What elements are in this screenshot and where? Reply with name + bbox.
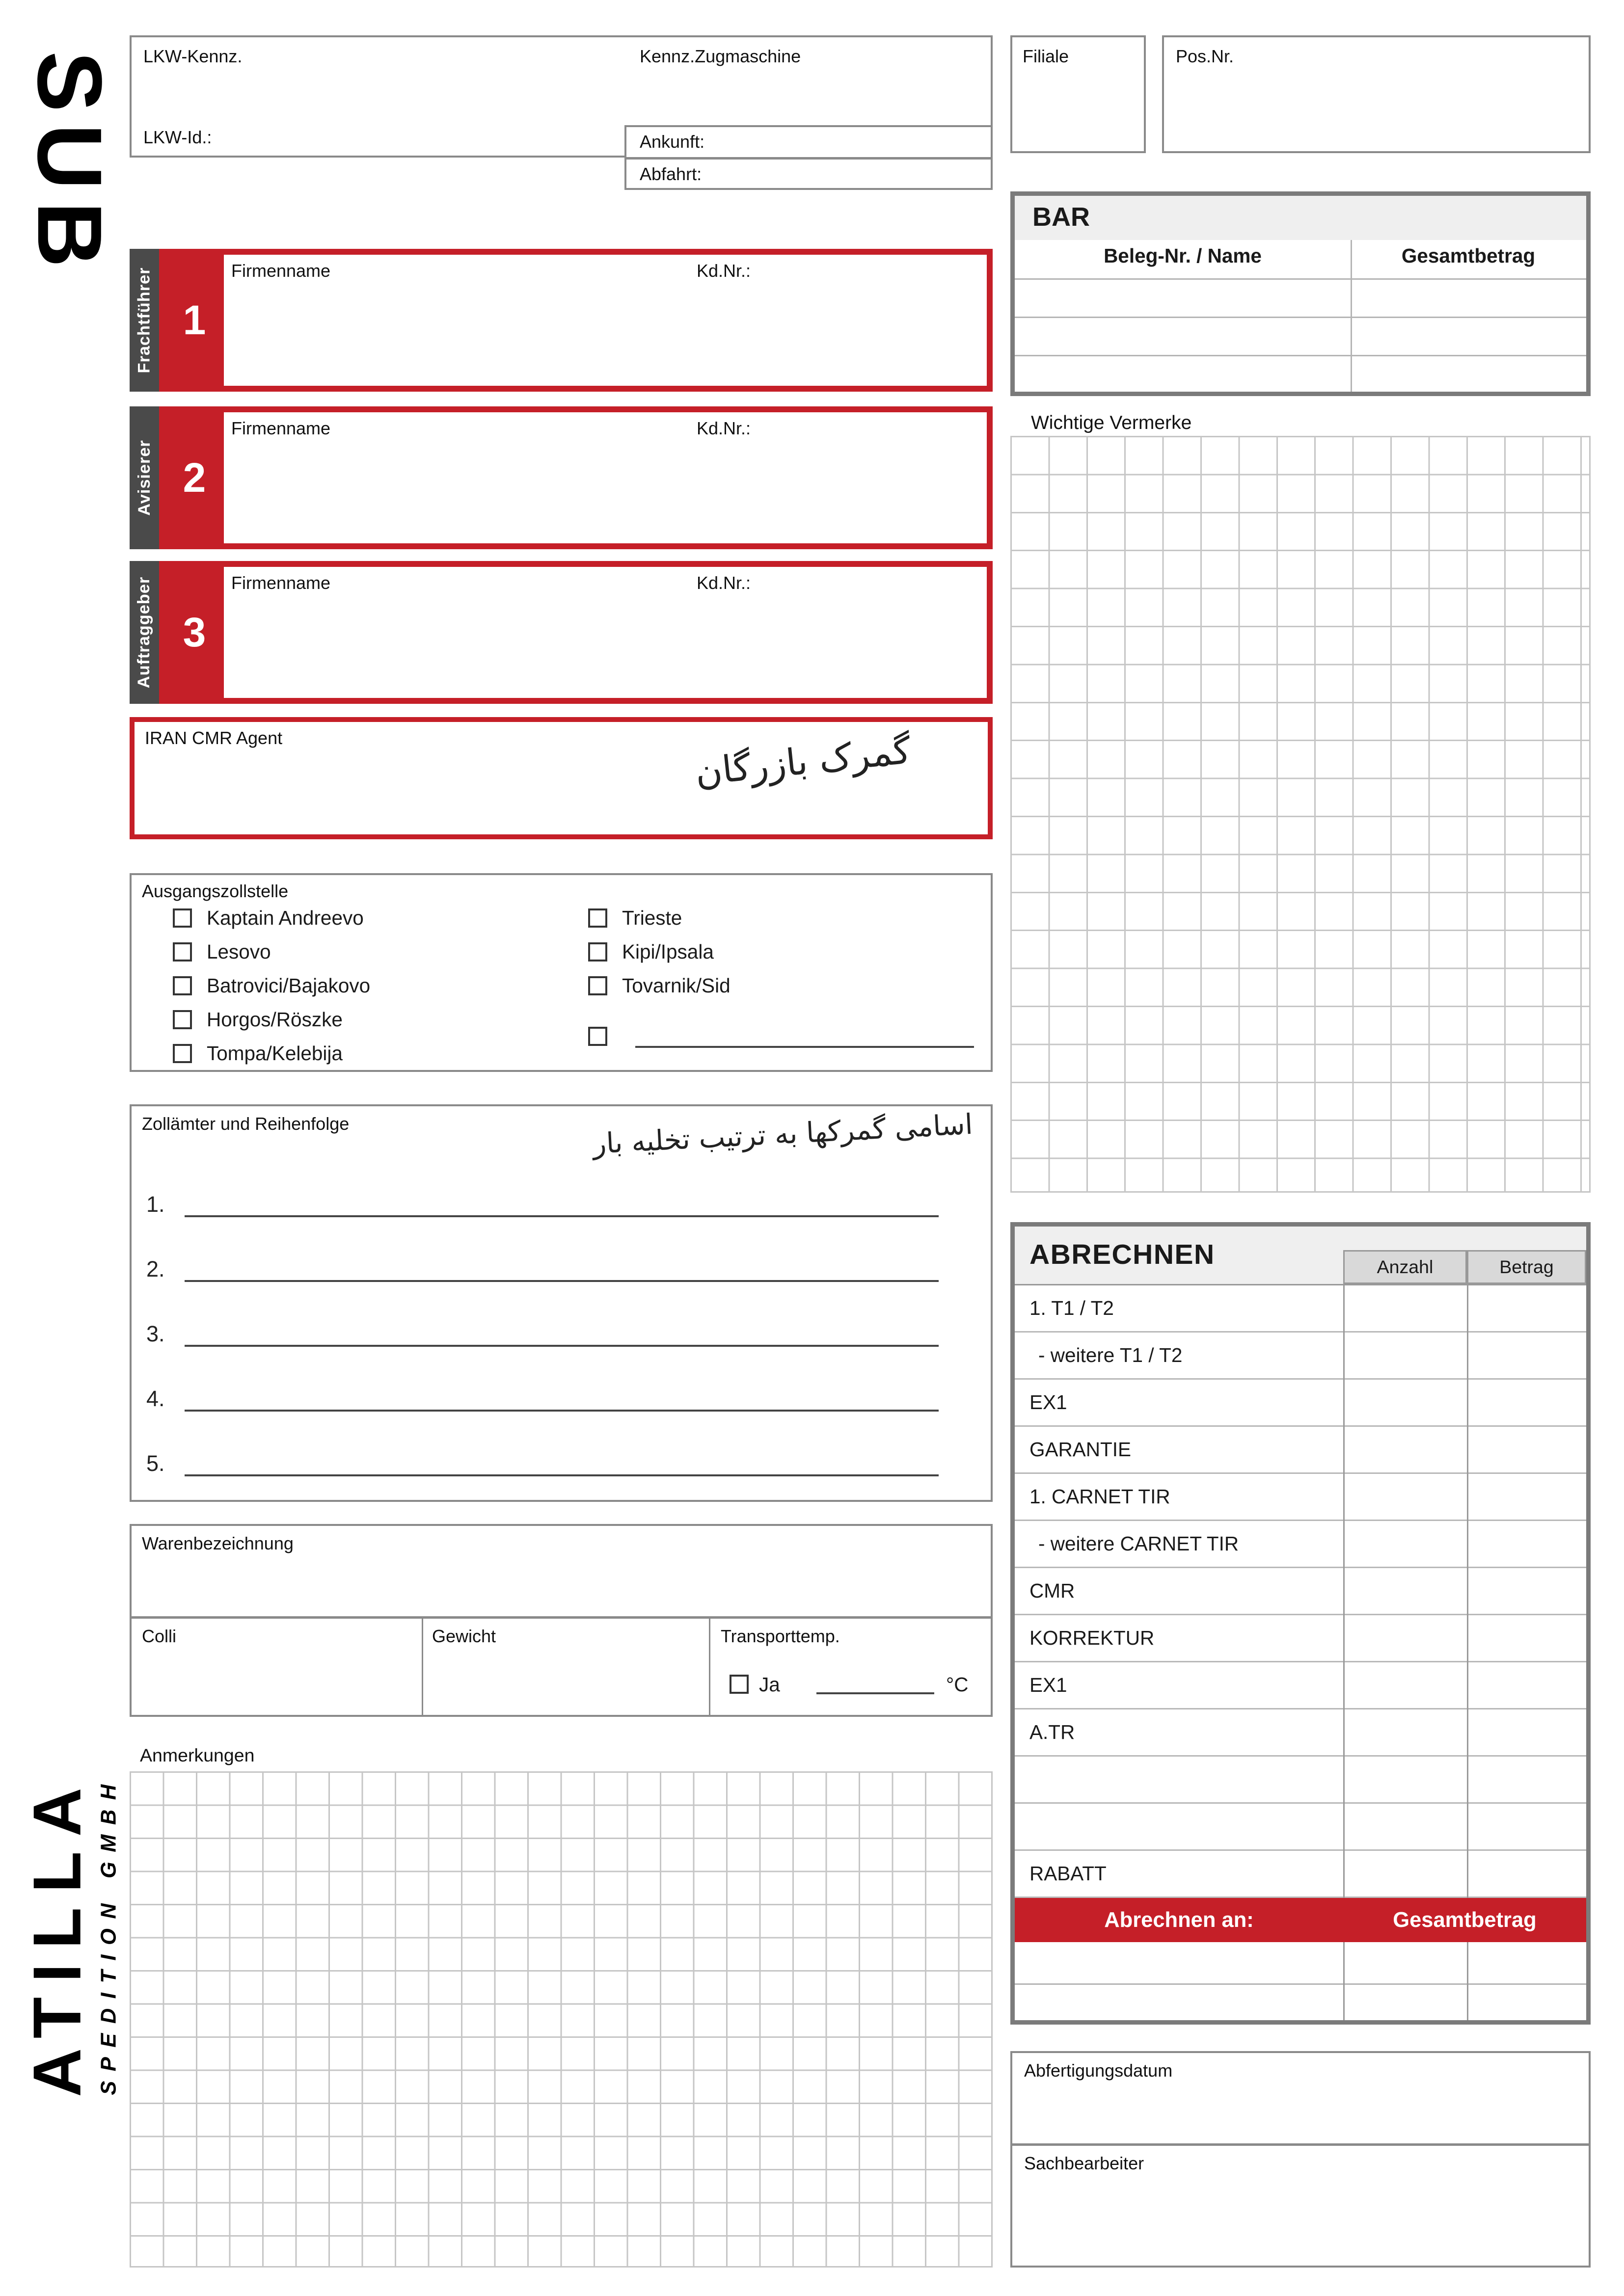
option-row[interactable] [173,941,370,962]
kdnr-label: Kd.Nr.: [697,418,751,438]
abrechnen-row[interactable] [1015,1804,1586,1851]
customs-line-5[interactable] [185,1455,939,1476]
option-label: Horgos/Röszke [207,1008,343,1031]
zollstelle-right-options [588,908,731,996]
role-tab-avisierer [130,406,159,549]
role-label: Auftraggeber [135,576,154,689]
checkbox[interactable] [588,942,607,961]
option-label: Kaptain Andreevo [207,906,364,929]
abrechnen-header [1015,1227,1586,1285]
colli-label: Colli [142,1626,177,1646]
checkbox[interactable] [173,1010,192,1029]
cargo-row [130,1617,993,1717]
zollaemter-label: Zollämter und Reihenfolge [142,1114,350,1134]
other-zollstelle-line[interactable] [635,1028,974,1048]
option-label: Batrovici/Bajakovo [207,974,371,997]
sachbearbeiter-box[interactable] [1010,2144,1591,2268]
abrechnen-an-label: Abrechnen an: [1104,1908,1254,1932]
celsius-label: °C [946,1673,969,1696]
lkw-kennz-label: LKW-Kennz. [143,46,243,66]
line-number: 3. [146,1321,165,1346]
kennz-zugmaschine-label: Kennz.Zugmaschine [640,46,801,66]
role-tab-auftraggeber [130,561,159,704]
ausgangszollstelle-label: Ausgangszollstelle [142,881,289,901]
bar-col-name: Beleg-Nr. / Name [1104,244,1262,267]
party-number-3: 3 [165,567,224,698]
ausgangszollstelle-box [130,873,993,1072]
gewicht-label: Gewicht [432,1626,496,1646]
bar-title: BAR [1032,202,1090,232]
party-box-3[interactable] [159,561,993,704]
logo-subtitle [88,1735,130,2135]
kdnr-label: Kd.Nr.: [697,573,751,593]
customs-line-2[interactable] [185,1261,939,1282]
ja-label: Ja [759,1673,780,1696]
customs-line-3[interactable] [185,1326,939,1347]
abrechnen-row[interactable]: KORREKTUR [1015,1615,1586,1662]
anmerkungen-label: Anmerkungen [140,1745,255,1765]
firmenname-label: Firmenname [231,418,331,438]
checkbox-other[interactable] [588,1027,607,1046]
filiale-box[interactable] [1010,35,1146,153]
checkbox[interactable] [588,908,607,928]
ankunft-label: Ankunft: [640,132,705,152]
logo-atilla [15,1735,100,2135]
option-label: Tompa/Kelebija [207,1041,343,1065]
zollstelle-left-options [173,908,370,1064]
party-box-2[interactable] [159,406,993,549]
handwritten-farsi-agent: گمرک بازرگان [693,728,913,794]
line-number: 1. [146,1192,165,1217]
cargo-divider [709,1619,710,1715]
temp-value-line[interactable] [816,1673,934,1694]
anzahl-header: Anzahl [1343,1250,1467,1284]
checkbox[interactable] [173,1044,192,1063]
logo-sub [18,24,121,306]
logo-sub-text: SUB [18,51,120,279]
logo-atilla-text: ATILLA [19,1772,95,2097]
option-label: Tovarnik/Sid [622,974,731,997]
abfertigungsdatum-label: Abfertigungsdatum [1024,2060,1173,2081]
role-label: Avisierer [135,440,154,516]
abfertigungsdatum-box[interactable] [1010,2051,1591,2145]
betrag-header: Betrag [1467,1250,1586,1284]
abfahrt-label: Abfahrt: [640,164,702,184]
checkbox[interactable] [173,942,192,961]
abfahrt-field[interactable] [624,158,993,190]
abrechnen-title: ABRECHNEN [1029,1239,1215,1270]
posnr-label: Pos.Nr. [1176,46,1234,66]
customs-line-4[interactable] [185,1390,939,1412]
line-number: 2. [146,1256,165,1281]
checkbox[interactable] [173,976,192,995]
anmerkungen-grid[interactable] [130,1771,993,2268]
lkw-id-label: LKW-Id.: [143,127,212,147]
abrechnen-row[interactable]: - weitere CARNET TIR [1015,1521,1586,1568]
warenbezeichnung-box[interactable] [130,1524,993,1618]
abrechnen-col-divider [1467,1285,1468,1898]
customs-line-1[interactable] [185,1196,939,1217]
firmenname-label: Firmenname [231,573,331,593]
warenbezeichnung-label: Warenbezeichnung [142,1533,294,1553]
option-row[interactable] [173,908,370,928]
abrechnen-row[interactable]: GARANTIE [1015,1427,1586,1474]
abrechnen-row[interactable]: RABATT [1015,1851,1586,1898]
abrechnen-row[interactable]: 1. CARNET TIR [1015,1474,1586,1521]
abrechnen-col-divider [1343,1285,1345,1898]
option-row[interactable] [173,1009,370,1030]
ankunft-field[interactable] [624,125,993,159]
filiale-label: Filiale [1023,46,1069,66]
option-row[interactable] [588,908,731,928]
role-label: Frachtführer [135,267,154,374]
abrechnen-row[interactable]: EX1 [1015,1662,1586,1709]
logo-subtitle-text: SPEDITION GMBH [97,1774,121,2095]
bar-title-row [1015,196,1586,240]
iran-cmr-label: IRAN CMR Agent [145,728,283,748]
bar-col-amount: Gesamtbetrag [1401,244,1536,267]
checkbox-temp-ja[interactable] [730,1675,749,1694]
checkbox[interactable] [588,976,607,995]
option-row[interactable] [588,941,731,962]
option-label: Lesovo [207,940,271,963]
posnr-box[interactable] [1162,35,1591,153]
option-label: Kipi/Ipsala [622,940,714,963]
firmenname-label: Firmenname [231,261,331,281]
abrechnen-footer-bar [1015,1898,1586,1942]
vermerke-grid[interactable] [1010,436,1591,1193]
option-row[interactable] [588,975,731,996]
party-number-2: 2 [165,412,224,543]
handwritten-farsi-customs: اسامی گمرکها به ترتیب تخلیه بار [592,1108,974,1161]
option-row[interactable] [173,975,370,996]
abrechnen-row[interactable]: - weitere T1 / T2 [1015,1333,1586,1380]
role-tab-frachtfuehrer [130,249,159,392]
option-row[interactable] [173,1043,370,1064]
party-section-auftraggeber [130,561,993,704]
option-label: Trieste [622,906,682,929]
vermerke-label: Wichtige Vermerke [1031,412,1192,433]
cargo-divider [422,1619,423,1715]
gesamtbetrag-label: Gesamtbetrag [1393,1908,1537,1932]
sachbearbeiter-label: Sachbearbeiter [1024,2153,1144,2173]
abrechnen-row[interactable] [1015,1757,1586,1804]
party-section-frachtfuehrer [130,249,993,392]
transporttemp-label: Transporttemp. [721,1626,840,1646]
iran-cmr-agent-box[interactable] [130,717,993,839]
bar-box [1010,191,1591,396]
abrechnen-row[interactable]: EX1 [1015,1380,1586,1427]
line-number: 5. [146,1451,165,1476]
abrechnen-row[interactable]: CMR [1015,1568,1586,1615]
gesamtbetrag-entry-area[interactable] [1343,1942,1586,2020]
party-number-1: 1 [165,255,224,386]
zollaemter-box [130,1104,993,1502]
party-box-1[interactable] [159,249,993,392]
abrechnen-box [1010,1222,1591,2025]
kdnr-label: Kd.Nr.: [697,261,751,281]
checkbox[interactable] [173,908,192,928]
party-section-avisierer [130,406,993,549]
abrechnen-row[interactable]: 1. T1 / T2 [1015,1285,1586,1333]
bar-entry-area[interactable] [1015,278,1586,392]
abrechnen-row[interactable]: A.TR [1015,1709,1586,1757]
line-number: 4. [146,1386,165,1411]
